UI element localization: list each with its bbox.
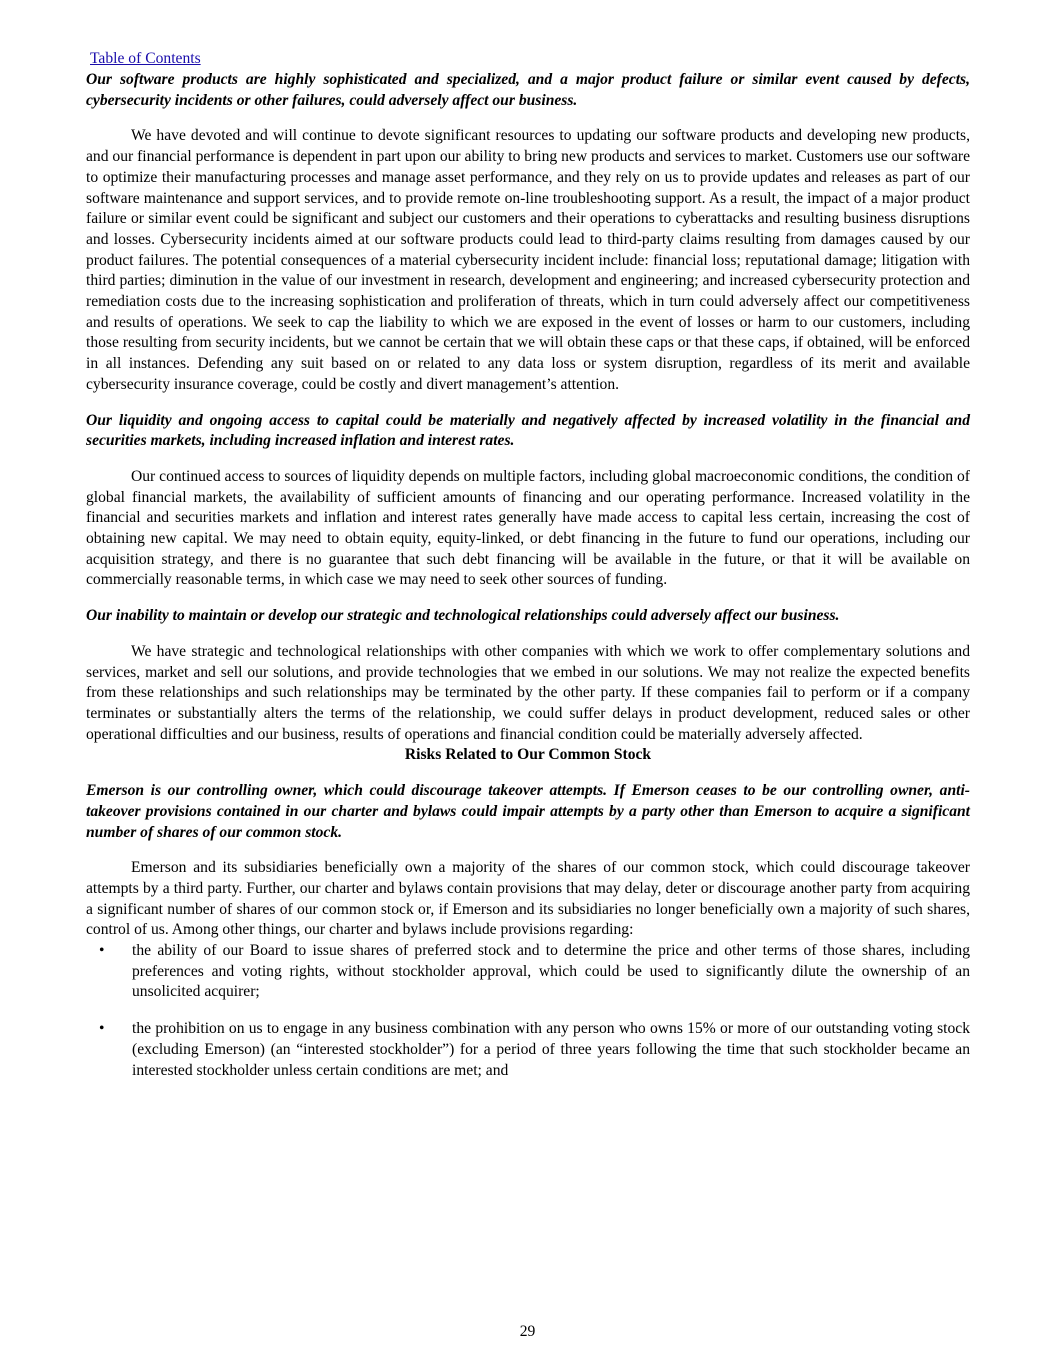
section-heading-strategic-relationships: Our inability to maintain or develop our strategic and technological relationships could adversely affect our business.	[86, 607, 840, 625]
table-of-contents-link[interactable]: Table of Contents	[90, 50, 201, 67]
risks-common-stock-title: Risks Related to Our Common Stock	[404, 746, 652, 764]
page-number: 29	[519, 1323, 536, 1340]
paragraph-emerson-controlling-owner: Emerson and its subsidiaries beneficially own a majority of the shares of our common stock, which could discourage takeover attempts by a third party. Further, our charter and bylaws contain provisions that may delay, deter or discourage another party from acquiring a significant number of shares of our common stock or, if Emerson and its subsidiaries no longer beneficially own a majority of such shares, control of us. Among other things, our charter and bylaws include provisions regarding:	[86, 859, 970, 939]
charter-provisions-list	[86, 941, 970, 1081]
paragraph-software-products: We have devoted and will continue to devote significant resources to updating our software products and developing new products, and our financial performance is dependent in part upon our ability to bring new products and services to market. Customers use our software to optimize their manufacturing processes and manage asset performance, and they rely on us to provide updates and releases as part of our software maintenance and support services, and to provide remote on-line troubleshooting support. As a result, the impact of a major product failure or similar event could be significant and subject our customers and their operations to cyberattacks and resulting business disruptions and losses. Cybersecurity incidents aimed at our software products could lead to third-party claims resulting from damages caused by our product failures. The potential consequences of a material cybersecurity incident include: financial loss; reputational damage; litigation with third parties; diminution in the value of our investment in research, development and engineering; and increased cybersecurity protection and remediation costs due to the increasing sophistication and proliferation of threats, which in turn could adversely affect our competitiveness and results of operations. We seek to cap the liability to which we are exposed in the event of losses or harm to our customers, including those resulting from security incidents, but we cannot be certain that we will obtain these caps or that these caps, if obtained, will be enforced in all instances. Defending any suit based on or related to any data loss or system disruption, regardless of its merit and available cybersecurity insurance coverage, could be costly and divert management’s attention.	[86, 127, 970, 393]
paragraph-strategic-relationships: We have strategic and technological relationships with other companies with which we work to offer complementary solutions and services, market and sell our solutions, and provide technologies that we embed in our solutions. We may not realize the expected benefits from these relationships and such relationships may be terminated by the other party. If these companies fail to perform or if a company terminates or substantially alters the terms of the relationship, we could suffer delays in product development, reduced sales or other operational difficulties and our business, results of operations and financial condition could be materially adversely affected.	[86, 642, 970, 743]
section-heading-liquidity: Our liquidity and ongoing access to capital could be materially and negatively affected by increased volatility in the financial and securities markets, including increased inflation and interest rates.	[86, 411, 970, 450]
list-item	[86, 1019, 970, 1081]
paragraph-liquidity: Our continued access to sources of liquidity depends on multiple factors, including global macroeconomic conditions, the condition of global financial markets, the availability of sufficient amounts of financing and our operating performance. Increased volatility in the financial and securities markets and inflation and interest rates generally have made access to capital less certain, increasing the cost of obtaining new capital. We may need to obtain equity, equity-linked, or debt financing in the future to fund our operations, including our acquisition strategy, and there is no guarantee that such debt financing will be available in the future, or that it will be available on commercially reasonable terms, in which case we may need to seek other sources of funding.	[86, 467, 970, 589]
document-page	[86, 48, 970, 1081]
list-item-text: the prohibition on us to engage in any business combination with any person who owns 15% or more of our outstanding voting stock (excluding Emerson) (an “interested stockholder”) for a period of three years following the time that such stockholder became an interested stockholder unless certain conditions are met; and	[132, 1020, 970, 1079]
bullet-icon: •	[99, 1020, 105, 1038]
section-heading-software-products: Our software products are highly sophisticated and specialized, and a major product failure or similar event caused by defects, cybersecurity incidents or other failures, could adversely affect our business.	[86, 71, 970, 109]
list-item-text: the ability of our Board to issue shares of preferred stock and to determine the price and other terms of those shares, including preferences and voting rights, without stockholder approval, which could be used to significantly dilute the ownership of an unsolicited acquirer;	[132, 942, 970, 1001]
bullet-icon: •	[99, 942, 105, 960]
section-heading-emerson-controlling-owner: Emerson is our controlling owner, which could discourage takeover attempts. If Emerson ceases to be our controlling owner, anti-takeover provisions contained in our charter and bylaws could impair attempts by a party other than Emerson to acquire a significant number of shares of our common stock.	[86, 782, 970, 841]
list-item	[86, 941, 970, 1003]
